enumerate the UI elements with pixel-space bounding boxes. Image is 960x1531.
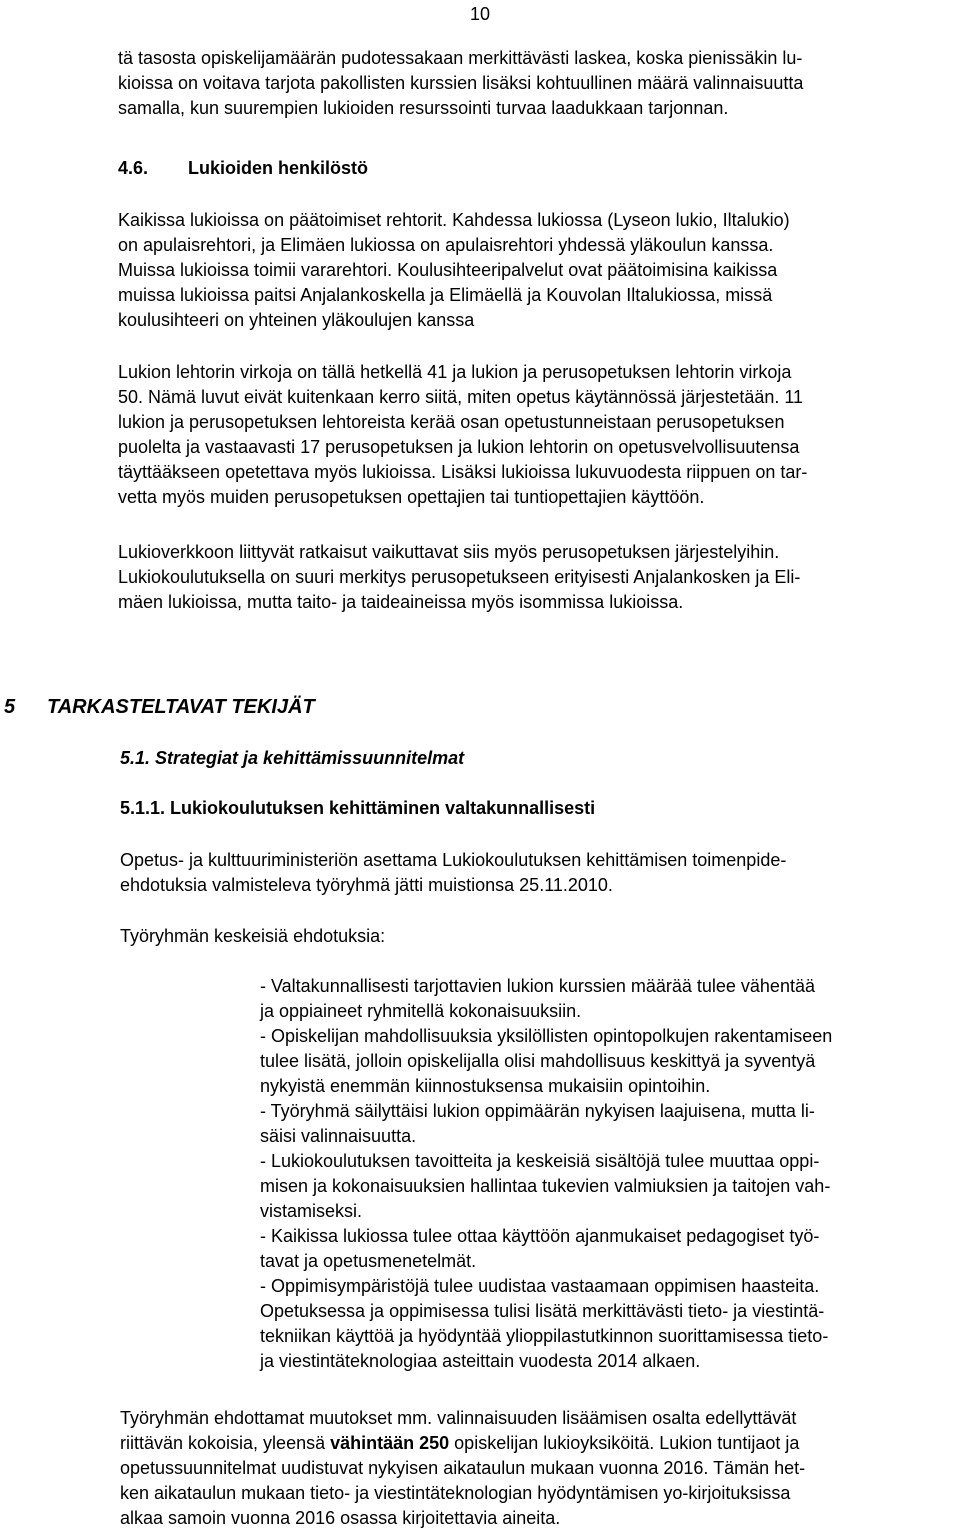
section-5-1-1-heading: 5.1.1. Lukiokoulutuksen kehittäminen valtakunnallisesti (120, 798, 596, 818)
intro-paragraph: tä tasosta opiskelijamäärän pudotessakaan merkittävästi laskea, koska pienissäkin lu- kioissa on voitava tarjota pakollisten kurssien lisäksi kohtuullinen määrä valinnaisuutta samalla, kun suurempien lukioiden resurssointi turvaa laadukkaan tarjonnan. (118, 48, 804, 118)
ministry-paragraph: Opetus- ja kulttuuriministeriön asettama Lukiokoulutuksen kehittämisen toimenpide- ehdotuksia valmisteleva työryhmä jätti muistionsa 25.11.2010. (120, 850, 787, 895)
section-4-6-number: 4.6. (118, 158, 149, 178)
proposals-list: - Valtakunnallisesti tarjottavien lukion kurssien määrää tulee vähentää ja oppiaineet ryhmitellä kokonaisuuksiin. - Opiskelijan mahdollisuuksia yksilöllisten opintopolkujen rakentamiseen tulee lisätä, jolloin opiskelijalla olisi mahdollisuus keskittyä ja syventyä nykyistä enemmän kiinnostuksensa mukaisiin opintoihin. - Työryhmä säilyttäisi lukion oppimäärän nykyisen laajuisena, mutta li- säisi valinnaisuutta. - Lukiokoulutuksen tavoitteita ja keskeisiä sisältöjä tulee muuttaa oppi- misen ja kokonaisuuksien hallintaa tukevien valmiuksien ja taitojen vah- vistamiseksi. - Kaikissa lukiossa tulee ottaa käyttöön ajanmukaiset pedagogiset työ- tavat ja opetusmenetelmät. - Oppimisympäristöjä tulee uudistaa vastaamaan oppimisen haasteita. Opetuksessa ja oppimisessa tulisi lisätä merkittävästi tieto- ja viestintä- tekniikan käyttöä ja hyödyntää ylioppilastutkinnon suorittamisessa tieto- ja viestintäteknologiaa asteittain vuodesta 2014 alkaen. (260, 976, 833, 1371)
chapter-5-heading (4, 696, 315, 719)
section-4-6-heading (118, 158, 368, 179)
changes-text-start: Työryhmän ehdottamat muutokset mm. valinnaisuuden lisäämisen osalta edellyttävät riittävän kokoisia, yleensä (120, 1408, 797, 1453)
section-4-6-title: Lukioiden henkilöstö (188, 158, 369, 178)
section-5-1-heading: 5.1. Strategiat ja kehittämissuunnitelmat (120, 748, 465, 768)
chapter-5-title: TARKASTELTAVAT TEKIJÄT (47, 696, 315, 718)
changes-text-end: opiskelijan lukioyksiköitä. Lukion tuntijaot ja opetussuunnitelmat uudistuvat nykyisen aikataulun mukaan vuonna 2016. Tämän het- ken aikataulun mukaan tieto- ja viestintäteknologian hyödyntämisen yo-kirjoituksissa alkaa samoin vuonna 2016 osassa kirjoitettavia aineita. (120, 1433, 806, 1528)
teachers-paragraph: Lukion lehtorin virkoja on tällä hetkellä 41 ja lukion ja perusopetuksen lehtorin virkoja 50. Nämä luvut eivät kuitenkaan kerro siitä, miten opetus käytännössä järjestetään. 11 lukion ja perusopetuksen lehtoreista kerää osan opetustunneistaan perusopetuksen puolelta ja vastaavasti 17 perusopetuksen ja lukion lehtorin on opetusvelvollisuutensa täyttääkseen opetettava myös lukioissa. Lisäksi lukioissa lukuvuodesta riippuen on tar- vetta myös muiden perusopetuksen opettajien tai tuntiopettajien käyttöön. (118, 362, 808, 507)
proposals-heading: Työryhmän keskeisiä ehdotuksia: (120, 926, 386, 946)
changes-paragraph (120, 1406, 805, 1531)
chapter-5-number: 5 (4, 696, 16, 718)
network-paragraph: Lukioverkkoon liittyvät ratkaisut vaikuttavat siis myös perusopetuksen järjestelyihin. Lukiokoulutuksella on suuri merkitys perusopetukseen erityisesti Anjalankosken ja Eli- mäen lukioissa, mutta taito- ja taideaineissa myös isommissa lukioissa. (118, 542, 801, 612)
page-number: 10 (470, 4, 491, 24)
staff-paragraph: Kaikissa lukioissa on päätoimiset rehtorit. Kahdessa lukiossa (Lyseon lukio, Iltalukio) on apulaisrehtori, ja Elimäen lukiossa on apulaisrehtori yhdessä yläkoulun kanssa. Muissa lukioissa toimii vararehtori. Koulusihteeripalvelut ovat päätoimisina kaikissa muissa lukioissa paitsi Anjalankoskella ja Elimäellä ja Kouvolan Iltalukiossa, missä koulusihteeri on yhteinen yläkoulujen kanssa (118, 210, 790, 330)
changes-bold-number: vähintään 250 (330, 1433, 450, 1453)
